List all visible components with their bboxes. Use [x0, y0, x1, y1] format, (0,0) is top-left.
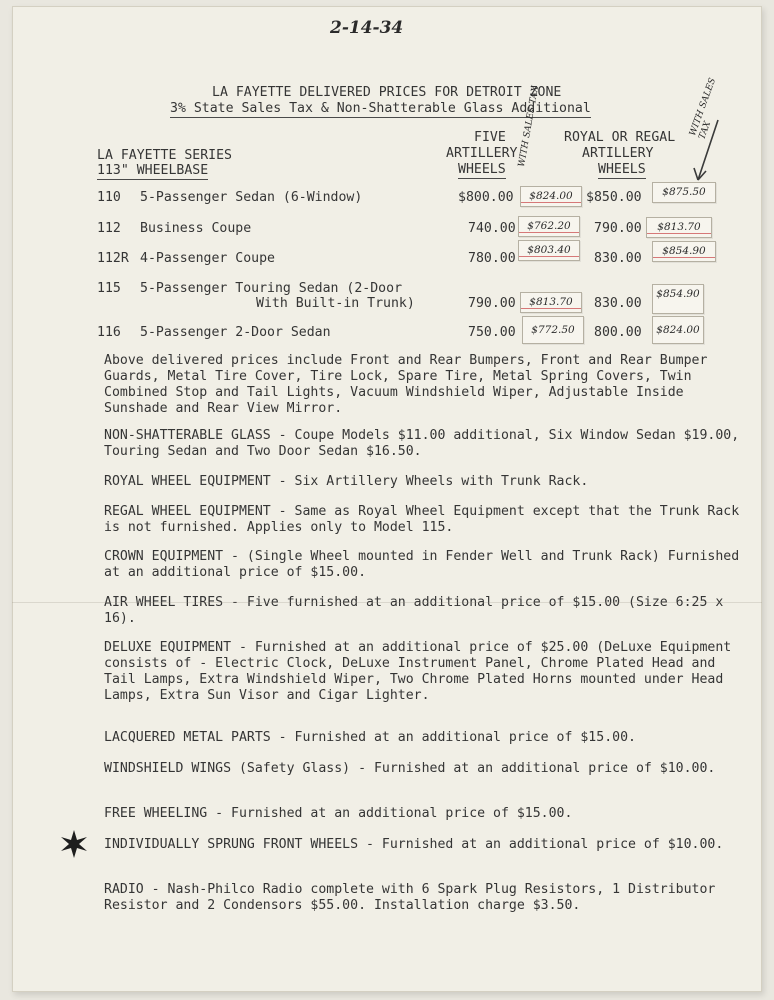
model-desc-115-line2: With Built-in Trunk): [256, 296, 415, 311]
deluxe-equipment-text: DELUXE EQUIPMENT - Furnished at an additional price of $25.00 (DeLuxe Equipment consists of - Electric Clock, DeLuxe Instrument Panel, Chrome Plated Head and Tail Lamps, Extra Windshield Wiper, Two Chrome Plated Horns mounted under Head Lamps, Extra Sun Visor and Cigar Lighter.: [104, 640, 732, 703]
radio-text: RADIO - Nash-Philco Radio complete with 6 Spark Plug Resistors, 1 Distributor Resistor and 2 Condensors $55.00. Installation charge $3.50.: [104, 882, 716, 913]
tax-tag-royal-115: $854.90: [652, 284, 704, 314]
royal-price-112r: 830.00: [594, 251, 642, 266]
royal-price-112: 790.00: [594, 221, 642, 236]
handwritten-note-with-sales: WITH SALES TAX: [517, 85, 542, 168]
royal-price-110: $850.00: [586, 190, 642, 205]
handwritten-arrow-icon: [692, 118, 722, 188]
tax-tag-five-110: $824.00: [520, 186, 582, 207]
royal-price-115: 830.00: [594, 296, 642, 311]
series-label: LA FAYETTE SERIES: [97, 148, 232, 163]
handwritten-note-with-sales-right: WITH SALES TAX: [688, 76, 719, 141]
five-header-2: ARTILLERY: [446, 146, 518, 161]
tax-tag-royal-112r: $854.90: [652, 241, 716, 262]
tax-tag-royal-116: $824.00: [652, 316, 704, 344]
five-price-110: $800.00: [458, 190, 514, 205]
tax-tag-five-116: $772.50: [522, 316, 584, 344]
model-desc-116: 5-Passenger 2-Door Sedan: [140, 325, 331, 340]
royal-header-2: ARTILLERY: [582, 146, 654, 161]
royal-header-1: ROYAL OR REGAL: [564, 130, 676, 145]
crown-equipment-text: CROWN EQUIPMENT - (Single Wheel mounted in Fender Well and Trunk Rack) Furnished at an additional price of $15.00.: [104, 549, 740, 580]
star-mark-icon: [58, 828, 90, 860]
model-desc-115: 5-Passenger Touring Sedan (2-Door: [140, 281, 403, 296]
fold-crease: [12, 602, 762, 603]
royal-price-116: 800.00: [594, 325, 642, 340]
model-code-116: 116: [97, 325, 121, 340]
five-header-3: WHEELS: [458, 162, 506, 177]
title-line-1: LA FAYETTE DELIVERED PRICES FOR DETROIT ZONE: [212, 85, 562, 100]
royal-wheel-text: ROYAL WHEEL EQUIPMENT - Six Artillery Wheels with Trunk Rack.: [104, 474, 589, 489]
title-line-2: 3% State Sales Tax & Non-Shatterable Glass Additional: [170, 101, 591, 116]
included-equipment-text: Above delivered prices include Front and Rear Bumpers, Front and Rear Bumper Guards, Metal Tire Cover, Tire Lock, Spare Tire, Metal Spring Covers, Twin Combined Stop and Tail Lights, Vacuum Windshield Wiper, Adjustable Inside Sunshade and Rear View Mirror.: [104, 353, 708, 416]
non-shatterable-glass-text: NON-SHATTERABLE GLASS - Coupe Models $11.00 additional, Six Window Sedan $19.00, Touring Sedan and Two Door Sedan $16.50.: [104, 428, 740, 459]
wheelbase-label: 113" WHEELBASE: [97, 163, 209, 178]
model-code-112: 112: [97, 221, 121, 236]
tax-tag-royal-112: $813.70: [646, 217, 712, 238]
sprung-wheels-text: INDIVIDUALLY SPRUNG FRONT WHEELS - Furnished at an additional price of $10.00.: [104, 837, 724, 852]
five-price-116: 750.00: [468, 325, 516, 340]
regal-wheel-text: REGAL WHEEL EQUIPMENT - Same as Royal Wheel Equipment except that the Trunk Rack is not furnished. Applies only to Model 115.: [104, 504, 740, 535]
tax-tag-five-112: $762.20: [518, 216, 580, 237]
five-price-112r: 780.00: [468, 251, 516, 266]
royal-header-3: WHEELS: [598, 162, 646, 177]
model-desc-110: 5-Passenger Sedan (6-Window): [140, 190, 363, 205]
price-sheet: [12, 6, 762, 992]
tax-tag-royal-110: $875.50: [652, 182, 716, 203]
model-code-112r: 112R: [97, 251, 129, 266]
handwritten-date: 2-14-34: [330, 18, 404, 38]
tax-tag-five-115: $813.70: [520, 292, 582, 313]
five-header-1: FIVE: [474, 130, 506, 145]
model-code-110: 110: [97, 190, 121, 205]
five-price-115: 790.00: [468, 296, 516, 311]
model-code-115: 115: [97, 281, 121, 296]
windshield-wings-text: WINDSHIELD WINGS (Safety Glass) - Furnished at an additional price of $10.00.: [104, 761, 716, 776]
five-price-112: 740.00: [468, 221, 516, 236]
air-wheel-tires-text: AIR WHEEL TIRES - Five furnished at an additional price of $15.00 (Size 6:25 x 16).: [104, 595, 724, 626]
tax-tag-five-112r: $803.40: [518, 240, 580, 261]
lacquered-parts-text: LACQUERED METAL PARTS - Furnished at an additional price of $15.00.: [104, 730, 636, 745]
free-wheeling-text: FREE WHEELING - Furnished at an additional price of $15.00.: [104, 806, 573, 821]
model-desc-112r: 4-Passenger Coupe: [140, 251, 275, 266]
model-desc-112: Business Coupe: [140, 221, 252, 236]
